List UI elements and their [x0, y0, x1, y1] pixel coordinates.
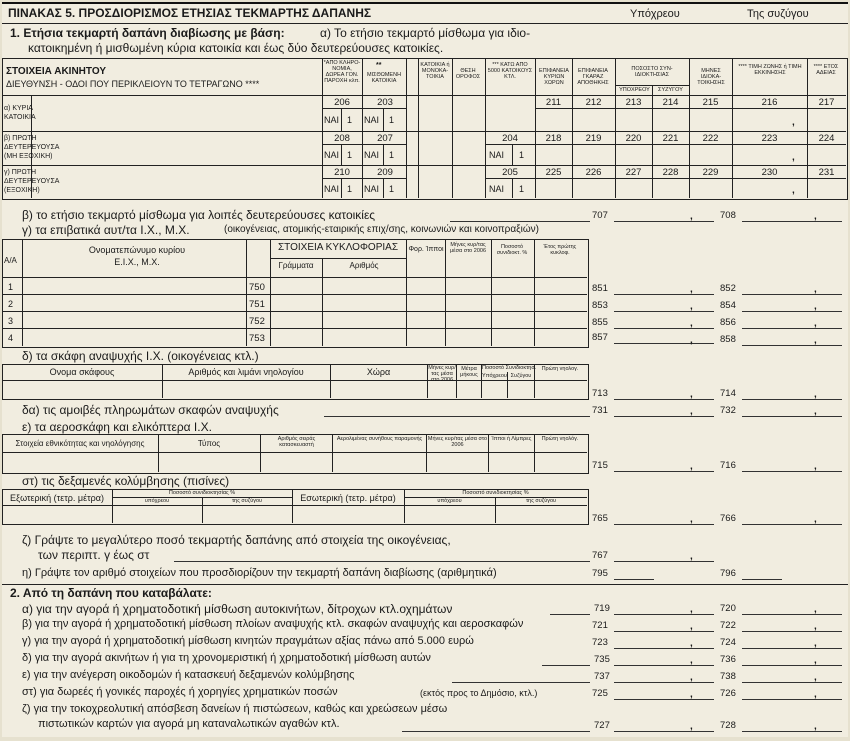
field-code: 752 — [249, 316, 265, 327]
amount-field-spouse[interactable] — [742, 699, 842, 700]
col-aux-area: ΕΠΙΦΑΝΕΙΑ ΓΚΑΡΑΖ ΑΠΟΘΗΚΗΣ — [577, 68, 609, 86]
section1-a-line2: κατοικημένη ή μισθωμένη κύρια κατοικία και έως δύο δευτερεύουσες κατοικίες. — [28, 41, 444, 55]
field-code: 217 — [818, 97, 835, 108]
decimal-comma: , — [814, 301, 817, 312]
rule — [512, 178, 513, 198]
rule — [535, 108, 846, 109]
rule — [22, 239, 23, 346]
pool-share-spouse: της συζύγου — [525, 498, 557, 504]
field-code: 210 — [334, 167, 350, 178]
column-spouse: Της συζύγου — [747, 8, 809, 20]
rule — [2, 131, 846, 132]
field-code: 229 — [702, 167, 719, 178]
car-row-number: 2 — [8, 299, 14, 309]
field-code: 736 — [720, 654, 736, 665]
decimal-comma: , — [690, 301, 693, 312]
amount-field-spouse[interactable] — [742, 631, 842, 632]
dotted-line — [452, 682, 590, 683]
property-row-label: ΔΕΥΤΕΡΕΥΟΥΣΑ — [4, 178, 60, 185]
yes-option[interactable]: ΝΑΙ — [324, 184, 340, 194]
amount-field-taxpayer[interactable] — [614, 294, 714, 295]
decimal-comma: , — [814, 672, 817, 683]
col-5000: *** ΚΑΤΩ ΑΠΟ 5000 ΚΑΤΟΙΚΟΥΣ ΚΤΛ. — [487, 62, 533, 80]
rule — [246, 239, 247, 346]
car-year-header: Έτος πρώτης κυκλοφ. — [543, 244, 577, 256]
field-code: 721 — [592, 620, 608, 631]
rule — [322, 178, 406, 179]
boat-months-header: Μήνες κυρ/τας μέσα στο 2006 — [428, 365, 456, 383]
yes-option[interactable]: ΝΑΙ — [324, 150, 340, 160]
rule — [362, 58, 363, 198]
amount-field-taxpayer[interactable] — [614, 399, 714, 400]
amount-field-taxpayer[interactable] — [614, 631, 714, 632]
decimal-comma: , — [814, 621, 817, 632]
col-share-spouse: ΣΥΖΥΓΟΥ — [658, 87, 683, 93]
section1-title: 1. Ετήσια τεκμαρτή δαπάνη διαβίωσης με βάση: — [10, 26, 285, 40]
field-code: 214 — [662, 97, 679, 108]
section2-item-c: γ) για την αγορά ή χρηματοδοτική μίσθωση κινητών πραγμάτων αξίας πάνω από 5.000 ευρώ — [22, 635, 474, 647]
boat-registry-header: Αριθμός και λιμάνι νηολογίου — [188, 367, 304, 377]
decimal-comma: , — [690, 389, 693, 400]
yes-option[interactable]: ΝΑΙ — [364, 115, 380, 125]
field-code: 728 — [720, 720, 736, 731]
boat-country-header: Χώρα — [366, 367, 391, 377]
field-code: 731 — [592, 405, 608, 416]
field-code: 713 — [592, 388, 608, 399]
car-registration-header: ΣΤΟΙΧΕΙΑ ΚΥΚΛΟΦΟΡΙΑΣ — [278, 242, 398, 253]
field-code: 719 — [594, 603, 610, 614]
col-share: ΠΟΣΟΣΤΟ ΣΥΝ-ΙΔΙΟΚΤΗΣΙΑΣ — [631, 66, 673, 78]
col-main-area: ΕΠΙΦΑΝΕΙΑ ΚΥΡΙΩΝ ΧΩΡΩΝ — [539, 68, 569, 86]
rule — [2, 584, 848, 585]
decimal-comma: , — [814, 514, 817, 525]
decimal-comma: , — [814, 406, 817, 417]
amount-field-taxpayer[interactable] — [614, 699, 714, 700]
field-code: 222 — [702, 133, 719, 144]
field-code: 211 — [545, 97, 562, 108]
rule — [491, 239, 492, 346]
amount-field-taxpayer[interactable] — [614, 471, 714, 472]
amount-field-spouse[interactable] — [742, 648, 842, 649]
decimal-comma: , — [814, 335, 817, 346]
field-code: 858 — [720, 334, 736, 345]
field-code: 852 — [720, 283, 736, 294]
decimal-comma: , — [814, 211, 817, 222]
field-code: 707 — [592, 210, 608, 221]
property-row-label: (ΜΗ ΕΞΟΧΙΚΗ) — [4, 153, 53, 160]
checkbox-value[interactable]: 1 — [347, 150, 353, 160]
amount-field-taxpayer[interactable] — [614, 731, 714, 732]
field-code: 796 — [720, 568, 736, 579]
amount-field-spouse[interactable] — [742, 221, 842, 222]
car-owner-header: Ε.Ι.Χ., Μ.Χ. — [114, 257, 160, 267]
rule — [2, 165, 846, 166]
property-row-label: ΚΑΤΟΙΚΙΑ — [4, 114, 36, 121]
yes-option[interactable]: ΝΑΙ — [364, 184, 380, 194]
decimal-comma: , — [690, 621, 693, 632]
dotted-line — [450, 221, 590, 222]
property-row-label: α) ΚΥΡΙΑ — [4, 105, 33, 112]
col-single: ΚΑΤΟΙΚΙΑ ή ΜΟΝΟΚΑ-ΤΟΙΚΙΑ — [420, 62, 450, 80]
rule — [2, 277, 587, 278]
amount-field-spouse[interactable] — [742, 294, 842, 295]
field-code: 205 — [502, 167, 518, 178]
amount-field-spouse[interactable] — [742, 665, 842, 666]
rule — [535, 144, 846, 145]
amount-field-taxpayer[interactable] — [614, 682, 714, 683]
dotted-line — [542, 665, 590, 666]
item-e-text: ε) τα αεροσκάφη και ελικόπτερα Ι.Χ. — [22, 420, 212, 434]
count-field-taxpayer[interactable] — [614, 579, 654, 580]
section2-item-b: β) για την αγορά ή χρηματοδοτική μίσθωση πλοίων αναψυχής κτλ. σκαφών αναψυχής και αεροσκαφών — [22, 618, 524, 630]
pool-indoor-header: Εσωτερική (τετρ. μέτρα) — [300, 493, 396, 503]
decimal-comma: , — [690, 514, 693, 525]
pool-share-header: Ποσοστό συνιδιοκτησίας % — [168, 490, 236, 496]
amount-field-taxpayer[interactable] — [614, 614, 714, 615]
field-code: 723 — [592, 637, 608, 648]
field-code: 223 — [761, 133, 778, 144]
rule — [406, 58, 407, 198]
rule — [534, 239, 535, 346]
aircraft-serial-header: Αριθμός σειράς κατασκευαστή — [277, 436, 316, 448]
item-da-text: δα) τις αμοιβές πληρωμάτων σκαφών αναψυχής — [22, 403, 279, 417]
field-code: 715 — [592, 460, 608, 471]
amount-field-spouse[interactable] — [742, 471, 842, 472]
amount-field-taxpayer[interactable] — [614, 524, 714, 525]
amount-field-spouse[interactable] — [742, 731, 842, 732]
amount-field-taxpayer[interactable] — [614, 328, 714, 329]
field-code: 716 — [720, 460, 736, 471]
property-subtitle: ΔΙΕΥΘΥΝΣΗ - ΟΔΟΙ ΠΟΥ ΠΕΡΙΚΛΕΙΟΥΝ ΤΟ ΤΕΤΡΑΓΩΝΟ **** — [6, 79, 260, 89]
rule — [383, 144, 384, 165]
rule — [445, 239, 446, 346]
field-code: 726 — [720, 688, 736, 699]
pool-share-spouse: της συζύγου — [231, 498, 263, 504]
checkbox-value[interactable]: 1 — [519, 184, 525, 194]
section2-item-d: δ) για την αγορά ακινήτων ή για τη χρονομεριστική ή χρηματοδοτική μίσθωση αυτών — [22, 652, 431, 664]
boat-share-header: Ποσοστό Συνιδιοκτησ. — [482, 365, 537, 371]
item-h-text: η) Γράψτε τον αριθμό στοιχείων που προσδιορίζουν την τεκμαρτή δαπάνη διαβίωσης (αριθμητικά) — [22, 567, 497, 579]
boat-share-spouse: Συζύγου — [510, 373, 532, 379]
item-z-text-1: ζ) Γράψτε το μεγαλύτερο ποσό τεκμαρτής δαπάνης από στοιχεία της οικογένειας, — [22, 533, 451, 547]
field-code: 720 — [720, 603, 736, 614]
field-code: 206 — [334, 97, 350, 108]
decimal-comma: , — [690, 461, 693, 472]
amount-field-spouse[interactable] — [742, 399, 842, 400]
section2-title: 2. Από τη δαπάνη που καταβάλατε: — [10, 586, 212, 600]
checkbox-value[interactable]: 1 — [519, 150, 525, 160]
rule — [270, 239, 271, 346]
rule — [2, 380, 587, 381]
rule — [485, 144, 535, 145]
dotted-line — [402, 731, 590, 732]
aircraft-months-header: Μήνες κυρ/τας μέσα στο 2006 — [427, 436, 488, 448]
decimal-comma: , — [814, 689, 817, 700]
yes-option[interactable]: ΝΑΙ — [364, 150, 380, 160]
amount-field-taxpayer[interactable] — [614, 561, 714, 562]
decimal-comma: , — [690, 335, 693, 346]
pool-outdoor-header: Εξωτερική (τετρ. μέτρα) — [10, 493, 104, 503]
pool-share-header: Ποσοστό συνιδιοκτησίας % — [462, 490, 529, 496]
field-code: 203 — [377, 97, 393, 108]
amount-field-spouse[interactable] — [742, 328, 842, 329]
field-code: 857 — [592, 332, 608, 343]
rule — [2, 328, 587, 329]
car-row-number: 4 — [8, 333, 14, 343]
boat-length-header: Μέτρα μήκους — [460, 366, 478, 378]
decimal-comma: , — [690, 211, 693, 222]
boat-share-taxpayer: Υπόχρεου — [482, 373, 507, 379]
car-share-header: Ποσοστό συνιδιοκτ. % — [496, 244, 528, 256]
item-st-text: στ) τις δεξαμενές κολύμβησης (πισίνες) — [22, 474, 230, 488]
field-code: 212 — [585, 97, 602, 108]
dotted-line — [174, 561, 590, 562]
field-code: 231 — [818, 167, 835, 178]
decimal-comma: , — [814, 721, 817, 732]
rule — [270, 258, 406, 259]
aircraft-base-header: Αερολιμένας συνήθους παραμονής — [336, 436, 423, 442]
car-letters-header: Γράμματα — [278, 261, 314, 270]
rule — [383, 178, 384, 198]
col-months: ΜΗΝΕΣ ΙΔΙΟΚΑ-ΤΟΙΚΗΣΗΣ — [697, 68, 725, 86]
section1-a-line1: α) Το ετήσιο τεκμαρτό μίσθωμα για ιδιο- — [320, 26, 531, 40]
aircraft-first-header: Πρώτη νηολόγ. — [541, 436, 579, 442]
rule — [406, 239, 407, 346]
decimal-comma: , — [690, 721, 693, 732]
amount-field-taxpayer[interactable] — [614, 665, 714, 666]
rule — [2, 311, 587, 312]
decimal-comma: , — [792, 152, 795, 163]
field-code: 735 — [594, 654, 610, 665]
decimal-comma: , — [690, 284, 693, 295]
rule — [322, 258, 323, 346]
rule — [2, 505, 587, 506]
count-field-spouse[interactable] — [742, 579, 782, 580]
item-b-text: β) το ετήσιο τεκμαρτό μίσθωμα για λοιπές δευτερεύουσες κατοικίες — [22, 208, 376, 222]
rule — [322, 108, 406, 109]
section2-item-a: α) για την αγορά ή χρηματοδοτική μίσθωση αυτοκινήτων, δίτροχων κτλ.οχημάτων — [22, 602, 453, 616]
checkbox-value[interactable]: 1 — [347, 115, 353, 125]
rule — [341, 108, 342, 131]
field-code: 230 — [761, 167, 778, 178]
decimal-comma: , — [690, 672, 693, 683]
field-code: 751 — [249, 299, 265, 310]
rule — [535, 178, 846, 179]
section2-item-e: ε) για την ανέγερση οικοδομών ή κατασκευή δεξαμενών κολύμβησης — [22, 669, 355, 681]
rule — [2, 294, 587, 295]
field-code: 221 — [662, 133, 679, 144]
section2-item-z-line2: πιστωτικών καρτών για αγορά μη καταναλωτικών αγαθών κτλ. — [38, 718, 340, 730]
field-code: 795 — [592, 568, 608, 579]
amount-field-taxpayer[interactable] — [614, 343, 714, 344]
item-c-note: (οικογένειας, ατομικής-εταιρικής επιχ/σης, κοινωνιών και κοινοπραξιών) — [224, 224, 539, 235]
rule — [322, 58, 323, 198]
section2-item-st-note: (εκτός προς το Δημόσιο, κτλ.) — [420, 688, 538, 698]
col-zone: **** ΤΙΜΗ ΖΩΝΗΣ ή ΤΙΜΗ ΕΚΚΙΝΗΣΗΣ — [738, 64, 802, 76]
field-code: 767 — [592, 550, 608, 561]
property-title: ΣΤΟΙΧΕΙΑ ΑΚΙΝΗΤΟΥ — [6, 66, 106, 77]
field-code: 708 — [720, 210, 736, 221]
item-z-text-2: των περιπτ. γ έως στ — [38, 548, 150, 562]
field-code: 722 — [720, 620, 736, 631]
amount-field-spouse[interactable] — [742, 416, 842, 417]
field-code: 226 — [585, 167, 602, 178]
aircraft-hp-header: Ίπποι ή Λίμπρες — [491, 436, 532, 442]
field-code: 853 — [592, 300, 608, 311]
boat-first-header: Πρώτη νηολογ. — [541, 366, 579, 372]
field-code: 738 — [720, 671, 736, 682]
field-code: 204 — [502, 133, 518, 144]
field-code: 765 — [592, 513, 608, 524]
decimal-comma: , — [690, 655, 693, 666]
car-aa-header: Α/Α — [4, 256, 17, 265]
field-code: 215 — [702, 97, 719, 108]
rule — [452, 58, 453, 198]
field-code: 855 — [592, 317, 608, 328]
field-code: 224 — [818, 133, 835, 144]
aircraft-type-header: Τύπος — [197, 439, 221, 448]
decimal-comma: , — [814, 655, 817, 666]
field-code: 218 — [545, 133, 562, 144]
yes-option[interactable]: ΝΑΙ — [489, 150, 505, 160]
rule — [418, 58, 419, 198]
col-floor: ΘΕΣΗ ΟΡΟΦΟΣ — [455, 68, 481, 80]
checkbox-value[interactable]: 1 — [389, 150, 395, 160]
field-code: 753 — [249, 333, 265, 344]
car-months-header: Μήνες κυρ/τας μέσα στο 2006 — [449, 242, 487, 254]
decimal-comma: , — [690, 604, 693, 615]
rule — [2, 95, 846, 96]
decimal-comma: , — [814, 389, 817, 400]
field-code: 227 — [625, 167, 642, 178]
field-code: 854 — [720, 300, 736, 311]
decimal-comma: , — [792, 185, 795, 196]
field-code: 220 — [625, 133, 642, 144]
checkbox-value[interactable]: 1 — [389, 184, 395, 194]
field-code: 219 — [585, 133, 602, 144]
rule — [2, 23, 848, 24]
field-code: 228 — [662, 167, 679, 178]
field-code: 727 — [594, 720, 610, 731]
section2-item-z-line1: ζ) για την τοκοχρεολυτική απόσβεση δανείων ή πιστώσεων, καθώς και χρεώσεων μέσω — [22, 703, 448, 715]
amount-field-taxpayer[interactable] — [614, 311, 714, 312]
field-code: 737 — [594, 671, 610, 682]
decimal-comma: , — [792, 117, 795, 128]
amount-field-spouse[interactable] — [742, 311, 842, 312]
boat-name-header: Ονομα σκάφους — [49, 367, 115, 377]
item-c-text: γ) τα επιβατικά αυτ/τα Ι.Χ., Μ.Χ. — [22, 223, 190, 237]
field-code: 732 — [720, 405, 736, 416]
col-inherit: *ΑΠΟ ΚΛΗΡΟ-ΝΟΜΙΑ, ΔΩΡΕΑ ΓΟΝ. ΠΑΡΟΧΗ κλπ. — [323, 60, 361, 84]
amount-field-spouse[interactable] — [742, 345, 842, 346]
decimal-comma: , — [814, 461, 817, 472]
field-code: 714 — [720, 388, 736, 399]
column-taxpayer: Υπόχρεου — [630, 8, 680, 20]
field-code: 208 — [334, 133, 350, 144]
section2-item-st: στ) για δωρεές ή γονικές παροχές ή χορηγίες χρηματικών ποσών — [22, 686, 338, 698]
property-row-label: β) ΠΡΩΤΗ — [4, 135, 37, 142]
property-row-label: (ΕΞΟΧΙΚΗ) — [4, 187, 40, 194]
amount-field-spouse[interactable] — [742, 614, 842, 615]
field-code: 851 — [592, 283, 608, 294]
rule — [2, 452, 587, 453]
col-rented: ΜΙΣΘΩΜΕΝΗ ΚΑΤΟΙΚΙΑ — [366, 72, 402, 84]
field-code: 725 — [592, 688, 608, 699]
field-code: 856 — [720, 317, 736, 328]
decimal-comma: , — [690, 318, 693, 329]
checkbox-value[interactable]: 1 — [347, 184, 353, 194]
dotted-line — [550, 614, 590, 615]
field-code: 724 — [720, 637, 736, 648]
yes-option[interactable]: ΝΑΙ — [489, 184, 505, 194]
form-title: ΠΙΝΑΚΑΣ 5. ΠΡΟΣΔΙΟΡΙΣΜΟΣ ΕΤΗΣΙΑΣ ΤΕΚΜΑΡΤΗΣ ΔΑΠΑΝΗΣ — [8, 6, 372, 20]
dotted-line — [324, 416, 590, 417]
col-rented-star: ** — [376, 62, 382, 69]
amount-field-taxpayer[interactable] — [614, 221, 714, 222]
rule — [341, 178, 342, 198]
yes-option[interactable]: ΝΑΙ — [324, 115, 340, 125]
car-row-number: 1 — [8, 282, 14, 292]
amount-field-spouse[interactable] — [742, 682, 842, 683]
decimal-comma: , — [814, 318, 817, 329]
rule — [322, 144, 406, 145]
pool-share-taxpayer: υπόχρεου — [437, 498, 462, 504]
col-year: **** ΕΤΟΣ ΑΔΕΙΑΣ — [813, 64, 839, 76]
rule — [383, 108, 384, 131]
field-code: 216 — [761, 97, 778, 108]
top-border — [2, 2, 848, 4]
field-code: 209 — [377, 167, 393, 178]
decimal-comma: , — [814, 284, 817, 295]
property-row-label: γ) ΠΡΩΤΗ — [4, 169, 37, 176]
item-d-text: δ) τα σκάφη αναψυχής Ι.Χ. (οικογένειας κτλ.) — [22, 349, 259, 363]
decimal-comma: , — [814, 604, 817, 615]
decimal-comma: , — [690, 551, 693, 562]
field-code: 225 — [545, 167, 562, 178]
car-owner-header: Ονοματεπώνυμο κυρίου — [88, 245, 186, 255]
decimal-comma: , — [690, 638, 693, 649]
field-code: 750 — [249, 282, 265, 293]
decimal-comma: , — [690, 689, 693, 700]
tax-form-table-5 — [2, 2, 848, 737]
car-row-number: 3 — [8, 316, 14, 326]
car-number-header: Αριθμός — [349, 261, 379, 270]
aircraft-nationality-header: Στοιχεία εθνικότητας και νηολόγησης — [15, 439, 145, 448]
car-horsepower-header: Φορ. Ίπποι — [408, 246, 444, 253]
property-row-label: ΔΕΥΤΕΡΕΥΟΥΣΑ — [4, 144, 60, 151]
decimal-comma: , — [814, 638, 817, 649]
pool-share-taxpayer: υπόχρεου — [144, 498, 170, 504]
rule — [341, 144, 342, 165]
field-code: 207 — [377, 133, 393, 144]
decimal-comma: , — [690, 406, 693, 417]
rule — [485, 178, 535, 179]
col-share-taxpayer: ΥΠΟΧΡΕΟΥ — [619, 87, 650, 93]
amount-field-taxpayer[interactable] — [614, 416, 714, 417]
field-code: 213 — [625, 97, 642, 108]
field-code: 766 — [720, 513, 736, 524]
amount-field-taxpayer[interactable] — [614, 648, 714, 649]
amount-field-spouse[interactable] — [742, 524, 842, 525]
rule — [512, 144, 513, 165]
checkbox-value[interactable]: 1 — [389, 115, 395, 125]
